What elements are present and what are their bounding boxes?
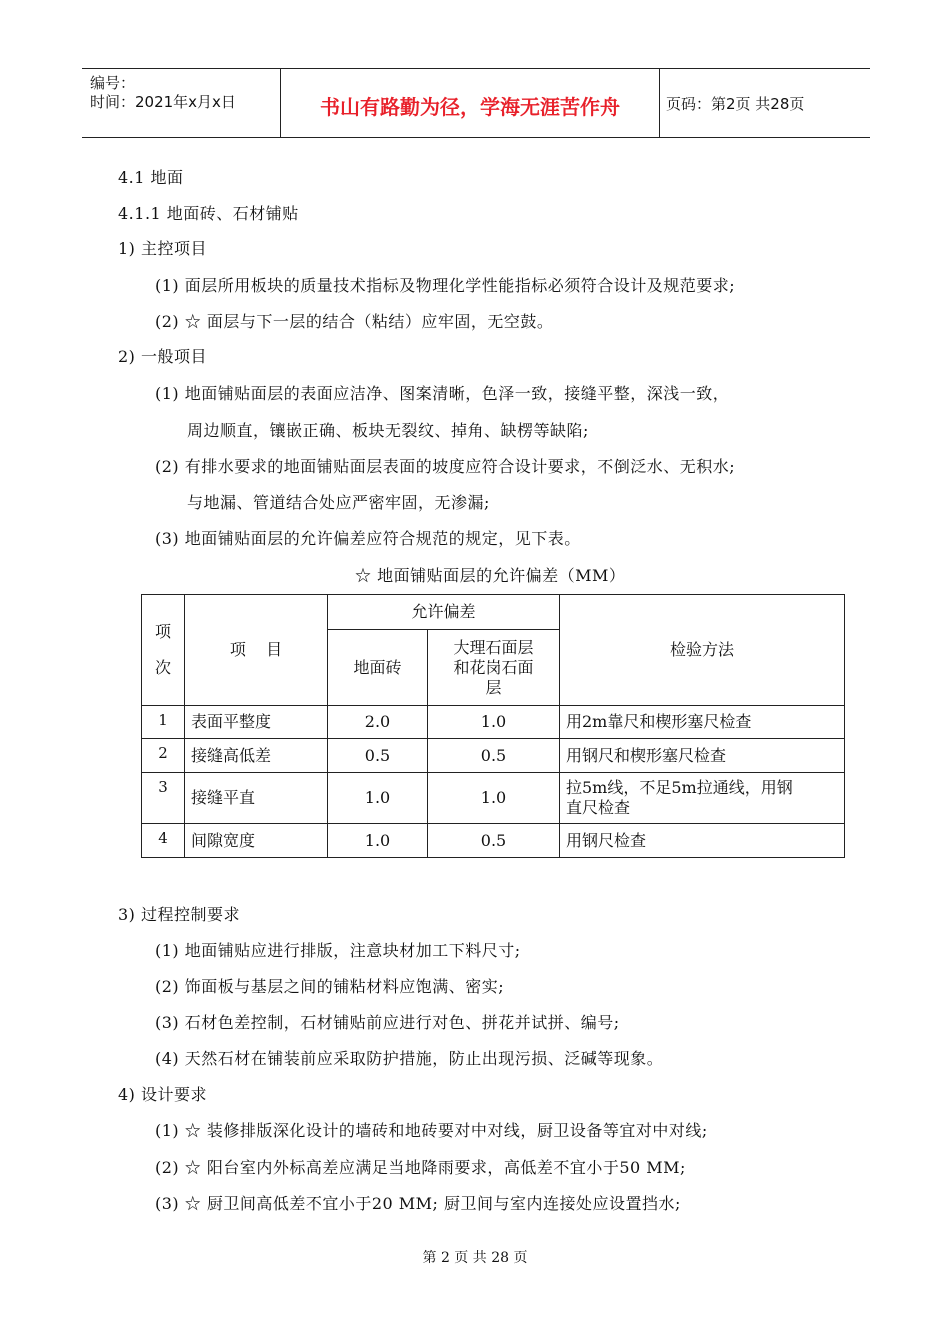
list-item: (1) 地面铺贴面层的表面应洁净、图案清晰，色泽一致，接缝平整，深浅一致，	[155, 384, 730, 403]
table-caption: ☆ 地面铺贴面层的允许偏差（MM）	[355, 566, 626, 585]
header-method: 检验方法	[560, 595, 845, 706]
row-stone: 1.0	[428, 706, 560, 739]
list-item: (4) 天然石材在铺装前应采取防护措施，防止出现污损、泛碱等现象。	[155, 1049, 664, 1068]
list-item: (1) 面层所用板块的质量技术指标及物理化学性能指标必须符合设计及规范要求;	[155, 276, 736, 295]
row-tile: 1.0	[328, 773, 428, 824]
row-method-line2: 直尺检查	[566, 798, 631, 817]
header-stone-line1: 大理石面层	[453, 637, 534, 657]
row-no: 1	[142, 706, 185, 739]
header-left	[82, 69, 280, 137]
header-time: 时间：2021年x月x日	[90, 93, 236, 111]
table-row	[142, 706, 845, 739]
header-allowance: 允许偏差	[328, 595, 560, 630]
row-item: 表面平整度	[185, 706, 328, 739]
row-stone: 0.5	[428, 739, 560, 773]
list-heading: 1) 主控项目	[118, 239, 208, 258]
header-right	[658, 69, 870, 137]
list-item-continued: 与地漏、管道结合处应严密牢固，无渗漏;	[187, 493, 490, 512]
list-item: (3) 地面铺贴面层的允许偏差应符合规范的规定，见下表。	[155, 529, 581, 548]
header-seq-line2: 次	[154, 658, 171, 677]
table-row	[142, 773, 845, 824]
header-seq	[142, 595, 185, 706]
tolerance-table	[141, 594, 845, 858]
list-item: (2) 有排水要求的地面铺贴面层表面的坡度应符合设计要求，不倒泛水、无积水;	[155, 457, 736, 476]
row-stone: 0.5	[428, 824, 560, 858]
row-method: 用钢尺检查	[560, 824, 845, 858]
header-stone-line3: 层	[485, 677, 502, 697]
list-item: (2) ☆ 阳台室内外标高差应满足当地降雨要求，高低差不宜小于50 MM;	[155, 1158, 686, 1177]
row-item: 间隙宽度	[185, 824, 328, 858]
list-item: (1) 地面铺贴应进行排版，注意块材加工下料尺寸;	[155, 941, 521, 960]
header-stone	[428, 630, 560, 706]
table-row	[142, 739, 845, 773]
row-method: 用钢尺和楔形塞尺检查	[560, 739, 845, 773]
list-heading: 3) 过程控制要求	[118, 905, 241, 924]
subsection-heading: 4.1.1 地面砖、石材铺贴	[118, 204, 299, 223]
header-page-number: 页码：第2页 共28页	[666, 95, 805, 113]
header-tile: 地面砖	[328, 630, 428, 706]
row-method	[560, 773, 845, 824]
row-item: 接缝高低差	[185, 739, 328, 773]
table-header-row	[142, 595, 845, 630]
header-center	[280, 69, 660, 137]
row-method-line1: 拉5m线，不足5m拉通线，用钢	[566, 778, 793, 797]
list-heading: 2) 一般项目	[118, 347, 208, 366]
list-item: (3) ☆ 厨卫间高低差不宜小于20 MM; 厨卫间与室内连接处应设置挡水;	[155, 1194, 681, 1213]
page-footer: 第 2 页 共 28 页	[422, 1250, 528, 1266]
row-method: 用2m靠尺和楔形塞尺检查	[560, 706, 845, 739]
list-item: (3) 石材色差控制，石材铺贴前应进行对色、拼花并试拼、编号;	[155, 1013, 620, 1032]
table-row	[142, 824, 845, 858]
row-no: 3	[142, 773, 185, 824]
page-header	[82, 68, 870, 138]
header-motto: 书山有路勤为径，学海无涯苦作舟	[320, 95, 620, 119]
header-stone-line2: 和花岗石面	[453, 657, 534, 677]
row-tile: 2.0	[328, 706, 428, 739]
row-tile: 0.5	[328, 739, 428, 773]
list-item: (2) 饰面板与基层之间的铺粘材料应饱满、密实;	[155, 977, 505, 996]
row-no: 2	[142, 739, 185, 773]
row-no: 4	[142, 824, 185, 858]
header-item: 项 目	[185, 595, 328, 706]
row-tile: 1.0	[328, 824, 428, 858]
list-item-continued: 周边顺直，镶嵌正确、板块无裂纹、掉角、缺楞等缺陷;	[187, 421, 589, 440]
header-number: 编号：	[90, 74, 136, 92]
section-heading: 4.1 地面	[118, 168, 184, 187]
row-item: 接缝平直	[185, 773, 328, 824]
header-seq-line1: 项	[154, 622, 171, 641]
row-stone: 1.0	[428, 773, 560, 824]
list-item: (1) ☆ 装修排版深化设计的墙砖和地砖要对中对线，厨卫设备等宜对中对线;	[155, 1121, 708, 1140]
list-item: (2) ☆ 面层与下一层的结合（粘结）应牢固，无空鼓。	[155, 312, 554, 331]
list-heading: 4) 设计要求	[118, 1085, 208, 1104]
